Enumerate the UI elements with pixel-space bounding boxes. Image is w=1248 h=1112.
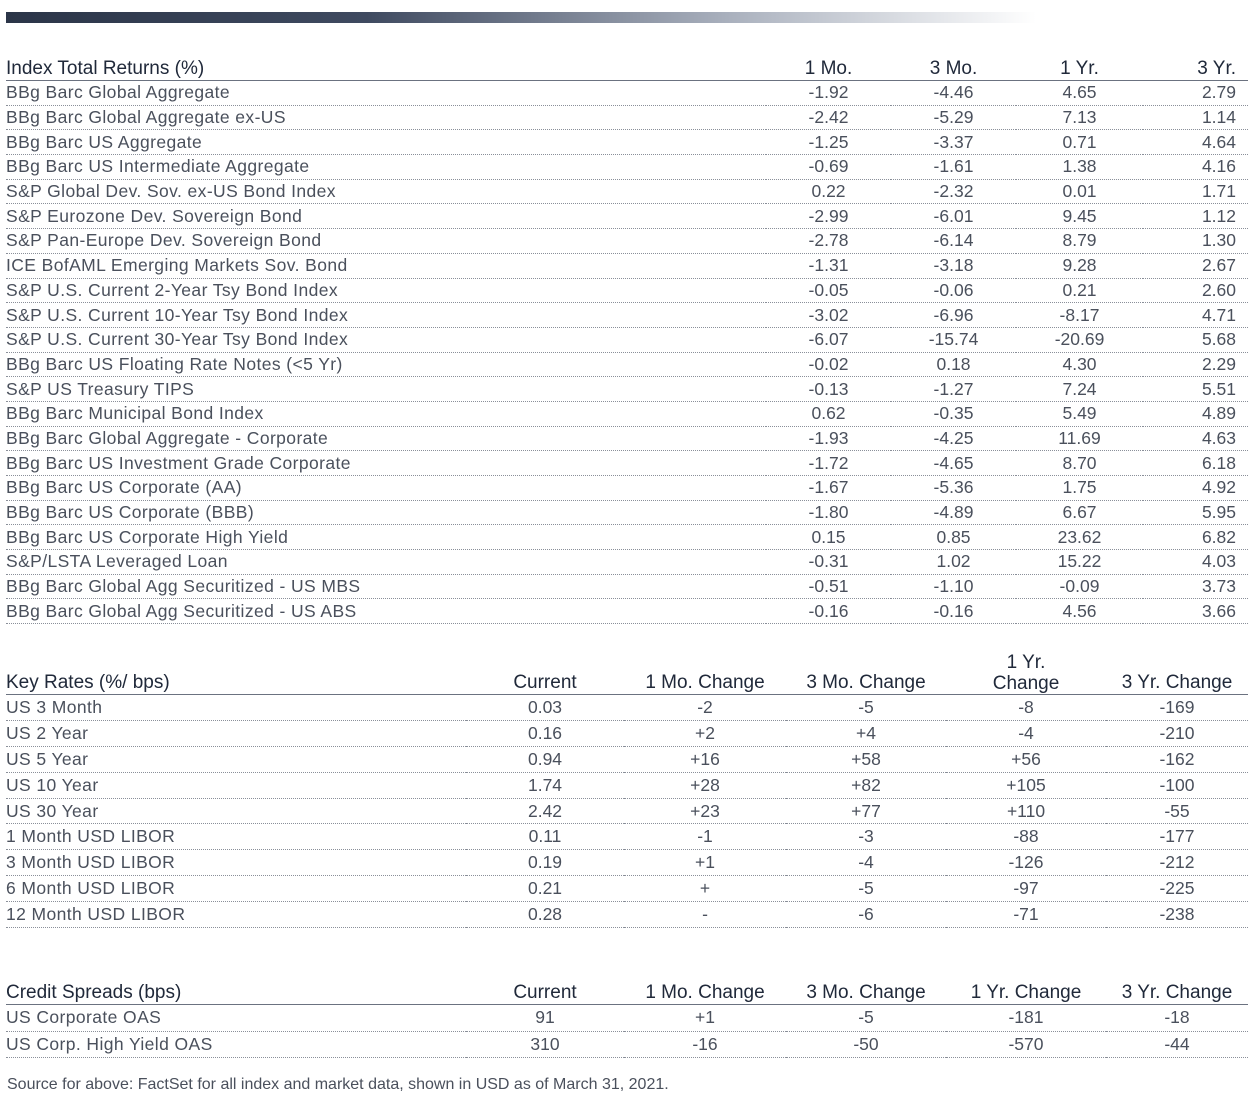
cell-value: -1.67 [766, 476, 891, 501]
cell-value: 91 [466, 1005, 624, 1032]
table-row [6, 451, 1248, 476]
cell-value: -20.69 [1016, 327, 1143, 352]
row-label: 12 Month USD LIBOR [6, 902, 466, 928]
cell-value: -18 [1106, 1005, 1248, 1032]
cell-value: 7.24 [1016, 377, 1143, 402]
cell-value: -570 [946, 1031, 1106, 1058]
column-header: 3 Mo. [891, 44, 1016, 81]
cell-value: +1 [624, 1005, 786, 1032]
cell-value: 0.62 [766, 401, 891, 426]
table-row [6, 327, 1248, 352]
row-label: BBg Barc Global Aggregate [6, 81, 766, 106]
table-title: Key Rates (%/ bps) [6, 648, 466, 695]
cell-value: 9.28 [1016, 253, 1143, 278]
cell-value: 5.68 [1143, 327, 1248, 352]
cell-value: -3.37 [891, 130, 1016, 155]
row-label: BBg Barc US Corporate High Yield [6, 525, 766, 550]
header-accent-bar [6, 12, 1036, 23]
cell-value: -6.01 [891, 204, 1016, 229]
row-label: ICE BofAML Emerging Markets Sov. Bond [6, 253, 766, 278]
cell-value: -1.10 [891, 574, 1016, 599]
cell-value: -0.69 [766, 155, 891, 180]
table-row [6, 253, 1248, 278]
table-row [6, 179, 1248, 204]
cell-value: +82 [786, 772, 946, 798]
cell-value: -5 [786, 1005, 946, 1032]
cell-value: 23.62 [1016, 525, 1143, 550]
cell-value: -0.09 [1016, 574, 1143, 599]
table-row [6, 130, 1248, 155]
table-row [6, 105, 1248, 130]
column-header: Current [466, 648, 624, 695]
column-header: 1 Mo. [766, 44, 891, 81]
cell-value: 1.14 [1143, 105, 1248, 130]
cell-value: 7.13 [1016, 105, 1143, 130]
table-row [6, 902, 1248, 928]
row-label: BBg Barc US Aggregate [6, 130, 766, 155]
cell-value: -3.18 [891, 253, 1016, 278]
cell-value: -2.32 [891, 179, 1016, 204]
table-row [6, 204, 1248, 229]
table-row [6, 278, 1248, 303]
cell-value: -1.61 [891, 155, 1016, 180]
cell-value: 5.49 [1016, 401, 1143, 426]
row-label: BBg Barc US Investment Grade Corporate [6, 451, 766, 476]
row-label: US 2 Year [6, 720, 466, 746]
cell-value: -4 [786, 850, 946, 876]
table-row [6, 401, 1248, 426]
cell-value: +58 [786, 746, 946, 772]
cell-value: 0.21 [1016, 278, 1143, 303]
cell-value: 15.22 [1016, 550, 1143, 575]
cell-value: 1.30 [1143, 229, 1248, 254]
cell-value: -1.72 [766, 451, 891, 476]
cell-value: 5.51 [1143, 377, 1248, 402]
column-header: 3 Yr. Change [1106, 968, 1248, 1005]
cell-value: 4.65 [1016, 81, 1143, 106]
cell-value: 0.01 [1016, 179, 1143, 204]
cell-value: -5.36 [891, 476, 1016, 501]
source-note: Source for above: FactSet for all index and market data, shown in USD as of March 31, 2021. [7, 1076, 669, 1093]
cell-value: 0.19 [466, 850, 624, 876]
cell-value: 2.60 [1143, 278, 1248, 303]
cell-value: -6.96 [891, 303, 1016, 328]
cell-value: -0.13 [766, 377, 891, 402]
column-header: 3 Yr. [1143, 44, 1248, 81]
cell-value: 1.02 [891, 550, 1016, 575]
cell-value: -0.51 [766, 574, 891, 599]
cell-value: -177 [1106, 824, 1248, 850]
cell-value: -2 [624, 695, 786, 721]
row-label: BBg Barc Global Agg Securitized - US MBS [6, 574, 766, 599]
column-header: 1 Yr. [1016, 44, 1143, 81]
cell-value: -2.42 [766, 105, 891, 130]
row-label: BBg Barc Global Aggregate ex-US [6, 105, 766, 130]
table-header-row [6, 968, 1248, 1005]
cell-value: -4.25 [891, 426, 1016, 451]
column-header: 1 Yr. Change [946, 648, 1106, 695]
cell-value: -210 [1106, 720, 1248, 746]
row-label: S&P U.S. Current 30-Year Tsy Bond Index [6, 327, 766, 352]
table-row [6, 377, 1248, 402]
cell-value: 2.29 [1143, 352, 1248, 377]
cell-value: -1.31 [766, 253, 891, 278]
row-label: BBg Barc US Corporate (AA) [6, 476, 766, 501]
table-row [6, 352, 1248, 377]
table-row [6, 525, 1248, 550]
cell-value: 4.64 [1143, 130, 1248, 155]
table-row [6, 695, 1248, 721]
cell-value: 0.94 [466, 746, 624, 772]
cell-value: 3.73 [1143, 574, 1248, 599]
cell-value: -71 [946, 902, 1106, 928]
cell-value: +2 [624, 720, 786, 746]
cell-value: -5 [786, 695, 946, 721]
cell-value: -5 [786, 876, 946, 902]
cell-value: +110 [946, 798, 1106, 824]
column-header: 1 Yr. Change [946, 968, 1106, 1005]
table-row [6, 426, 1248, 451]
row-label: S&P U.S. Current 10-Year Tsy Bond Index [6, 303, 766, 328]
cell-value: 1.71 [1143, 179, 1248, 204]
cell-value: -0.35 [891, 401, 1016, 426]
cell-value: +16 [624, 746, 786, 772]
cell-value: + [624, 876, 786, 902]
column-header: 1 Mo. Change [624, 648, 786, 695]
cell-value: 1.12 [1143, 204, 1248, 229]
credit-spreads-table [6, 968, 1248, 1058]
cell-value: -55 [1106, 798, 1248, 824]
table-row [6, 599, 1248, 624]
row-label: BBg Barc Global Agg Securitized - US ABS [6, 599, 766, 624]
cell-value: +23 [624, 798, 786, 824]
cell-value: -126 [946, 850, 1106, 876]
row-label: US Corp. High Yield OAS [6, 1031, 466, 1058]
table-row [6, 824, 1248, 850]
cell-value: -1.25 [766, 130, 891, 155]
cell-value: 11.69 [1016, 426, 1143, 451]
cell-value: 4.63 [1143, 426, 1248, 451]
cell-value: 0.28 [466, 902, 624, 928]
table-row [6, 850, 1248, 876]
table-title: Index Total Returns (%) [6, 44, 766, 81]
table-row [6, 876, 1248, 902]
cell-value: 6.67 [1016, 500, 1143, 525]
cell-value: 0.11 [466, 824, 624, 850]
cell-value: -2.99 [766, 204, 891, 229]
cell-value: 2.79 [1143, 81, 1248, 106]
cell-value: - [624, 902, 786, 928]
row-label: US 5 Year [6, 746, 466, 772]
cell-value: 0.22 [766, 179, 891, 204]
cell-value: -162 [1106, 746, 1248, 772]
cell-value: -225 [1106, 876, 1248, 902]
cell-value: -3.02 [766, 303, 891, 328]
cell-value: -15.74 [891, 327, 1016, 352]
row-label: BBg Barc US Corporate (BBB) [6, 500, 766, 525]
column-header: Current [466, 968, 624, 1005]
cell-value: 8.70 [1016, 451, 1143, 476]
cell-value: 4.71 [1143, 303, 1248, 328]
cell-value: -6.07 [766, 327, 891, 352]
cell-value: -1 [624, 824, 786, 850]
table-row [6, 1031, 1248, 1058]
cell-value: -100 [1106, 772, 1248, 798]
row-label: BBg Barc US Intermediate Aggregate [6, 155, 766, 180]
cell-value: 2.67 [1143, 253, 1248, 278]
row-label: S&P Pan-Europe Dev. Sovereign Bond [6, 229, 766, 254]
cell-value: -169 [1106, 695, 1248, 721]
key-rates-table [6, 648, 1248, 928]
table-row [6, 720, 1248, 746]
cell-value: 3.66 [1143, 599, 1248, 624]
cell-value: -44 [1106, 1031, 1248, 1058]
cell-value: 6.18 [1143, 451, 1248, 476]
cell-value: 6.82 [1143, 525, 1248, 550]
cell-value: 0.03 [466, 695, 624, 721]
row-label: 6 Month USD LIBOR [6, 876, 466, 902]
table-row [6, 229, 1248, 254]
cell-value: 4.56 [1016, 599, 1143, 624]
column-header: 1 Mo. Change [624, 968, 786, 1005]
cell-value: +4 [786, 720, 946, 746]
cell-value: -0.05 [766, 278, 891, 303]
cell-value: 1.74 [466, 772, 624, 798]
cell-value: 0.85 [891, 525, 1016, 550]
cell-value: 0.18 [891, 352, 1016, 377]
cell-value: -97 [946, 876, 1106, 902]
table-row [6, 500, 1248, 525]
row-label: 3 Month USD LIBOR [6, 850, 466, 876]
table-row [6, 798, 1248, 824]
row-label: S&P U.S. Current 2-Year Tsy Bond Index [6, 278, 766, 303]
table-row [6, 574, 1248, 599]
cell-value: -4.46 [891, 81, 1016, 106]
cell-value: +77 [786, 798, 946, 824]
row-label: 1 Month USD LIBOR [6, 824, 466, 850]
cell-value: 5.95 [1143, 500, 1248, 525]
cell-value: 4.30 [1016, 352, 1143, 377]
cell-value: 1.38 [1016, 155, 1143, 180]
cell-value: +105 [946, 772, 1106, 798]
row-label: S&P US Treasury TIPS [6, 377, 766, 402]
cell-value: -50 [786, 1031, 946, 1058]
cell-value: 0.21 [466, 876, 624, 902]
cell-value: -4.65 [891, 451, 1016, 476]
table-row [6, 746, 1248, 772]
cell-value: -3 [786, 824, 946, 850]
cell-value: -2.78 [766, 229, 891, 254]
table-row [6, 476, 1248, 501]
row-label: US 3 Month [6, 695, 466, 721]
cell-value: -0.06 [891, 278, 1016, 303]
cell-value: -4 [946, 720, 1106, 746]
index-total-returns-table [6, 44, 1248, 624]
cell-value: -1.92 [766, 81, 891, 106]
cell-value: -0.16 [766, 599, 891, 624]
cell-value: 1.75 [1016, 476, 1143, 501]
cell-value: 4.89 [1143, 401, 1248, 426]
cell-value: -6 [786, 902, 946, 928]
column-header: 3 Yr. Change [1106, 648, 1248, 695]
cell-value: -1.80 [766, 500, 891, 525]
table-row [6, 303, 1248, 328]
table-row [6, 1005, 1248, 1032]
cell-value: 9.45 [1016, 204, 1143, 229]
cell-value: 4.92 [1143, 476, 1248, 501]
cell-value: -0.31 [766, 550, 891, 575]
table-header-row [6, 648, 1248, 695]
cell-value: 310 [466, 1031, 624, 1058]
cell-value: -212 [1106, 850, 1248, 876]
table-title: Credit Spreads (bps) [6, 968, 466, 1005]
row-label: BBg Barc Global Aggregate - Corporate [6, 426, 766, 451]
table-row [6, 550, 1248, 575]
cell-value: -0.02 [766, 352, 891, 377]
cell-value: -1.93 [766, 426, 891, 451]
cell-value: -238 [1106, 902, 1248, 928]
table-row [6, 772, 1248, 798]
cell-value: -6.14 [891, 229, 1016, 254]
cell-value: -5.29 [891, 105, 1016, 130]
cell-value: -16 [624, 1031, 786, 1058]
row-label: S&P Global Dev. Sov. ex-US Bond Index [6, 179, 766, 204]
cell-value: -4.89 [891, 500, 1016, 525]
cell-value: -181 [946, 1005, 1106, 1032]
cell-value: 8.79 [1016, 229, 1143, 254]
cell-value: -8 [946, 695, 1106, 721]
cell-value: -88 [946, 824, 1106, 850]
column-header: 3 Mo. Change [786, 648, 946, 695]
cell-value: -0.16 [891, 599, 1016, 624]
table-row [6, 155, 1248, 180]
cell-value: -1.27 [891, 377, 1016, 402]
row-label: S&P Eurozone Dev. Sovereign Bond [6, 204, 766, 229]
cell-value: +56 [946, 746, 1106, 772]
cell-value: -8.17 [1016, 303, 1143, 328]
table-header-row [6, 44, 1248, 81]
cell-value: +1 [624, 850, 786, 876]
row-label: US Corporate OAS [6, 1005, 466, 1032]
cell-value: 0.15 [766, 525, 891, 550]
row-label: US 30 Year [6, 798, 466, 824]
row-label: BBg Barc Municipal Bond Index [6, 401, 766, 426]
row-label: US 10 Year [6, 772, 466, 798]
row-label: BBg Barc US Floating Rate Notes (<5 Yr) [6, 352, 766, 377]
cell-value: 0.71 [1016, 130, 1143, 155]
table-row [6, 81, 1248, 106]
cell-value: 2.42 [466, 798, 624, 824]
row-label: S&P/LSTA Leveraged Loan [6, 550, 766, 575]
cell-value: +28 [624, 772, 786, 798]
cell-value: 4.16 [1143, 155, 1248, 180]
cell-value: 4.03 [1143, 550, 1248, 575]
column-header: 3 Mo. Change [786, 968, 946, 1005]
cell-value: 0.16 [466, 720, 624, 746]
